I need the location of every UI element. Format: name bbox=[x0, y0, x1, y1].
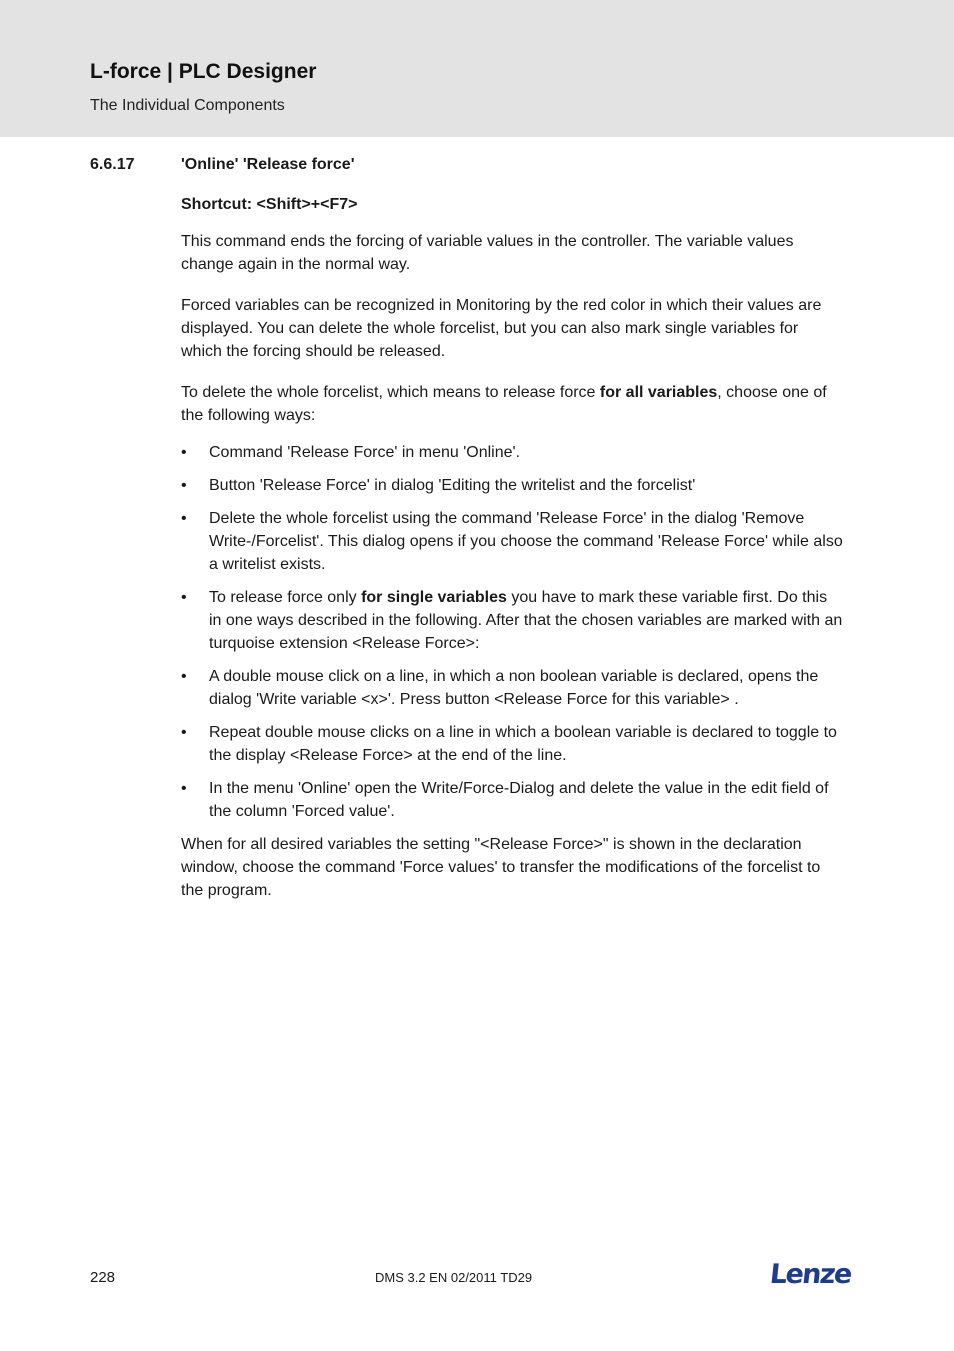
emphasis-all-variables: for all variables bbox=[599, 384, 718, 401]
list-item-text-part: To release force only bbox=[209, 589, 362, 606]
paragraph-delete-forcelist bbox=[181, 381, 843, 427]
list-item-text bbox=[209, 589, 842, 652]
content-body bbox=[181, 193, 843, 920]
paragraph-text: , choose one of the following ways: bbox=[181, 384, 827, 424]
bullet-icon: • bbox=[181, 780, 187, 797]
paragraph-text: To delete the whole forcelist, which means to release force bbox=[181, 384, 600, 401]
list-item-text: Command 'Release Force' in menu 'Online'. bbox=[209, 444, 521, 461]
list-item-text: A double mouse click on a line, in which a non boolean variable is declared, opens the dialog 'Write variable <x>'. Press button <Release Force for this variable> . bbox=[209, 668, 819, 708]
paragraph-intro: This command ends the forcing of variable values in the controller. The variable values change again in the normal way. bbox=[181, 233, 794, 273]
list-item bbox=[181, 474, 843, 497]
bullet-icon: • bbox=[181, 668, 187, 685]
bullet-icon: • bbox=[181, 589, 187, 606]
lenze-logo: Lenze bbox=[768, 1259, 853, 1290]
list-item-text: Delete the whole forcelist using the command 'Release Force' in the dialog 'Remove Write-/Forcelist'. This dialog opens if you choose the command 'Release Force' while also a writelist exists. bbox=[209, 510, 843, 573]
shortcut-line: Shortcut: <Shift>+<F7> bbox=[181, 196, 358, 213]
bullet-icon: • bbox=[181, 724, 187, 741]
list-item bbox=[181, 507, 843, 576]
ways-list bbox=[181, 441, 843, 823]
emphasis-single-variables: for single variables bbox=[361, 589, 507, 606]
document-reference: DMS 3.2 EN 02/2011 TD29 bbox=[375, 1270, 533, 1285]
document-subtitle: The Individual Components bbox=[90, 97, 285, 114]
list-item bbox=[181, 441, 843, 464]
list-item bbox=[181, 586, 843, 655]
bullet-icon: • bbox=[181, 444, 187, 461]
bullet-icon: • bbox=[181, 477, 187, 494]
list-item bbox=[181, 721, 843, 767]
bullet-icon: • bbox=[181, 510, 187, 527]
list-item-text-part: you have to mark these variable first. Do this in one ways described in the following. After that the chosen variables are marked with an turquoise extension <Release Force>: bbox=[209, 589, 843, 652]
list-item bbox=[181, 777, 843, 823]
list-item bbox=[181, 665, 843, 711]
list-item-text: Button 'Release Force' in dialog 'Editing the writelist and the forcelist' bbox=[209, 477, 696, 494]
list-item-text: In the menu 'Online' open the Write/Force-Dialog and delete the value in the edit field of the column 'Forced value'. bbox=[209, 780, 829, 820]
document-title: L-force | PLC Designer bbox=[90, 60, 317, 83]
section-number: 6.6.17 bbox=[90, 156, 135, 173]
section-title: 'Online' 'Release force' bbox=[181, 156, 355, 173]
page-number: 228 bbox=[90, 1269, 116, 1286]
list-item-text: Repeat double mouse clicks on a line in which a boolean variable is declared to toggle to the display <Release Force> at the end of the line. bbox=[209, 724, 837, 764]
paragraph-closing: When for all desired variables the setting "<Release Force>" is shown in the declaration window, choose the command 'Force values' to transfer the modifications of the forcelist to the program. bbox=[181, 836, 821, 899]
paragraph-forced-variables: Forced variables can be recognized in Monitoring by the red color in which their values are displayed. You can delete the whole forcelist, but you can also mark single variables for which the forcing should be released. bbox=[181, 297, 822, 360]
